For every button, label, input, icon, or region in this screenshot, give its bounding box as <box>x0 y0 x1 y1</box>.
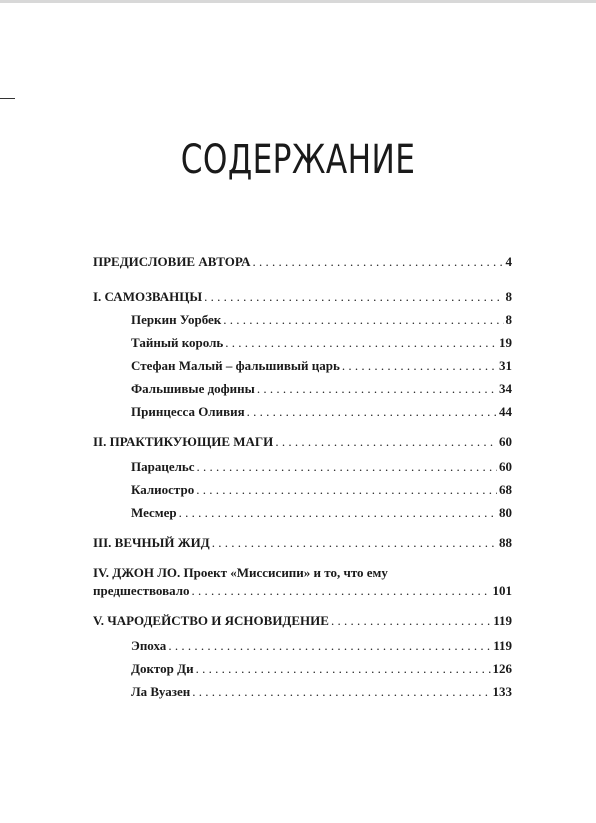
toc-entry-page: 60 <box>499 434 512 449</box>
toc-entry-section <box>93 482 512 498</box>
toc-entry-label-line1: IV. ДЖОН ЛО. Проект «Миссисипи» и то, что ему <box>93 565 388 580</box>
dot-leader <box>331 613 491 629</box>
toc-entry-label: Фальшивые дофины <box>131 381 255 396</box>
toc-entry-label: Калиостро <box>131 482 195 497</box>
toc-entry-page: 119 <box>493 638 512 653</box>
dot-leader <box>257 381 497 397</box>
toc-entry-page: 34 <box>499 381 512 396</box>
dot-leader <box>253 254 504 270</box>
toc-entry-label: Тайный король <box>131 335 224 350</box>
dot-leader <box>204 289 503 305</box>
toc-entry-section <box>93 638 512 654</box>
margin-mark <box>0 98 15 99</box>
dot-leader <box>168 638 491 654</box>
toc-entry-chapter-4-line2 <box>93 583 512 599</box>
dot-leader <box>247 404 497 420</box>
table-of-contents <box>93 254 512 700</box>
dot-leader <box>342 358 497 374</box>
toc-entry-label: Доктор Ди <box>131 661 194 676</box>
toc-entry-label: I. САМОЗВАНЦЫ <box>93 289 203 304</box>
dot-leader <box>212 535 497 551</box>
toc-entry-page: 19 <box>499 335 512 350</box>
page-title: СОДЕРЖАНИЕ <box>180 137 416 183</box>
dot-leader <box>192 583 491 599</box>
toc-entry-label: Эпоха <box>131 638 167 653</box>
toc-entry-label: Перкин Уорбек <box>131 312 222 327</box>
dot-leader <box>197 459 497 475</box>
toc-entry-section <box>93 358 512 374</box>
toc-entry-chapter-3 <box>93 535 512 551</box>
toc-entry-section <box>93 661 512 677</box>
toc-entry-page: 80 <box>499 505 512 520</box>
toc-entry-section <box>93 459 512 475</box>
toc-entry-page: 133 <box>492 684 512 699</box>
toc-entry-preface <box>93 254 512 270</box>
toc-entry-page: 60 <box>499 459 512 474</box>
dot-leader <box>179 505 497 521</box>
toc-entry-label: Месмер <box>131 505 177 520</box>
dot-leader <box>192 684 490 700</box>
toc-entry-page: 31 <box>499 358 512 373</box>
toc-entry-label: V. ЧАРОДЕЙСТВО И ЯСНОВИДЕНИЕ <box>93 613 329 628</box>
toc-entry-label: ПРЕДИСЛОВИЕ АВТОРА <box>93 254 251 269</box>
dot-leader <box>196 482 497 498</box>
dot-leader <box>223 312 503 328</box>
toc-entry-section <box>93 684 512 700</box>
toc-entry-chapter-4 <box>93 565 512 599</box>
top-rule <box>0 0 596 3</box>
toc-entry-page: 68 <box>499 482 512 497</box>
dot-leader <box>196 661 491 677</box>
dot-leader <box>225 335 497 351</box>
toc-entry-label: Принцесса Оливия <box>131 404 245 419</box>
toc-entry-page: 119 <box>493 613 512 628</box>
toc-entry-page: 8 <box>505 289 512 304</box>
toc-entry-page: 88 <box>499 535 512 550</box>
toc-entry-chapter-2 <box>93 434 512 450</box>
toc-entry-label-line2: предшествовало <box>93 583 190 598</box>
toc-entry-page: 101 <box>492 583 512 598</box>
toc-entry-section <box>93 335 512 351</box>
toc-entry-label: Ла Вуазен <box>131 684 191 699</box>
dot-leader <box>275 434 497 450</box>
toc-entry-chapter-5 <box>93 613 512 629</box>
toc-entry-section <box>93 312 512 328</box>
toc-entry-page: 126 <box>492 661 512 676</box>
toc-entry-page: 4 <box>505 254 512 269</box>
toc-entry-section <box>93 404 512 420</box>
toc-entry-page: 8 <box>505 312 512 327</box>
toc-entry-label: Стефан Малый – фальшивый царь <box>131 358 340 373</box>
toc-entry-label: Парацельс <box>131 459 195 474</box>
toc-entry-label: II. ПРАКТИКУЮЩИЕ МАГИ <box>93 434 274 449</box>
toc-entry-label: III. ВЕЧНЫЙ ЖИД <box>93 535 210 550</box>
toc-entry-section <box>93 505 512 521</box>
toc-entry-section <box>93 381 512 397</box>
toc-entry-page: 44 <box>499 404 512 419</box>
toc-entry-chapter-1 <box>93 289 512 305</box>
